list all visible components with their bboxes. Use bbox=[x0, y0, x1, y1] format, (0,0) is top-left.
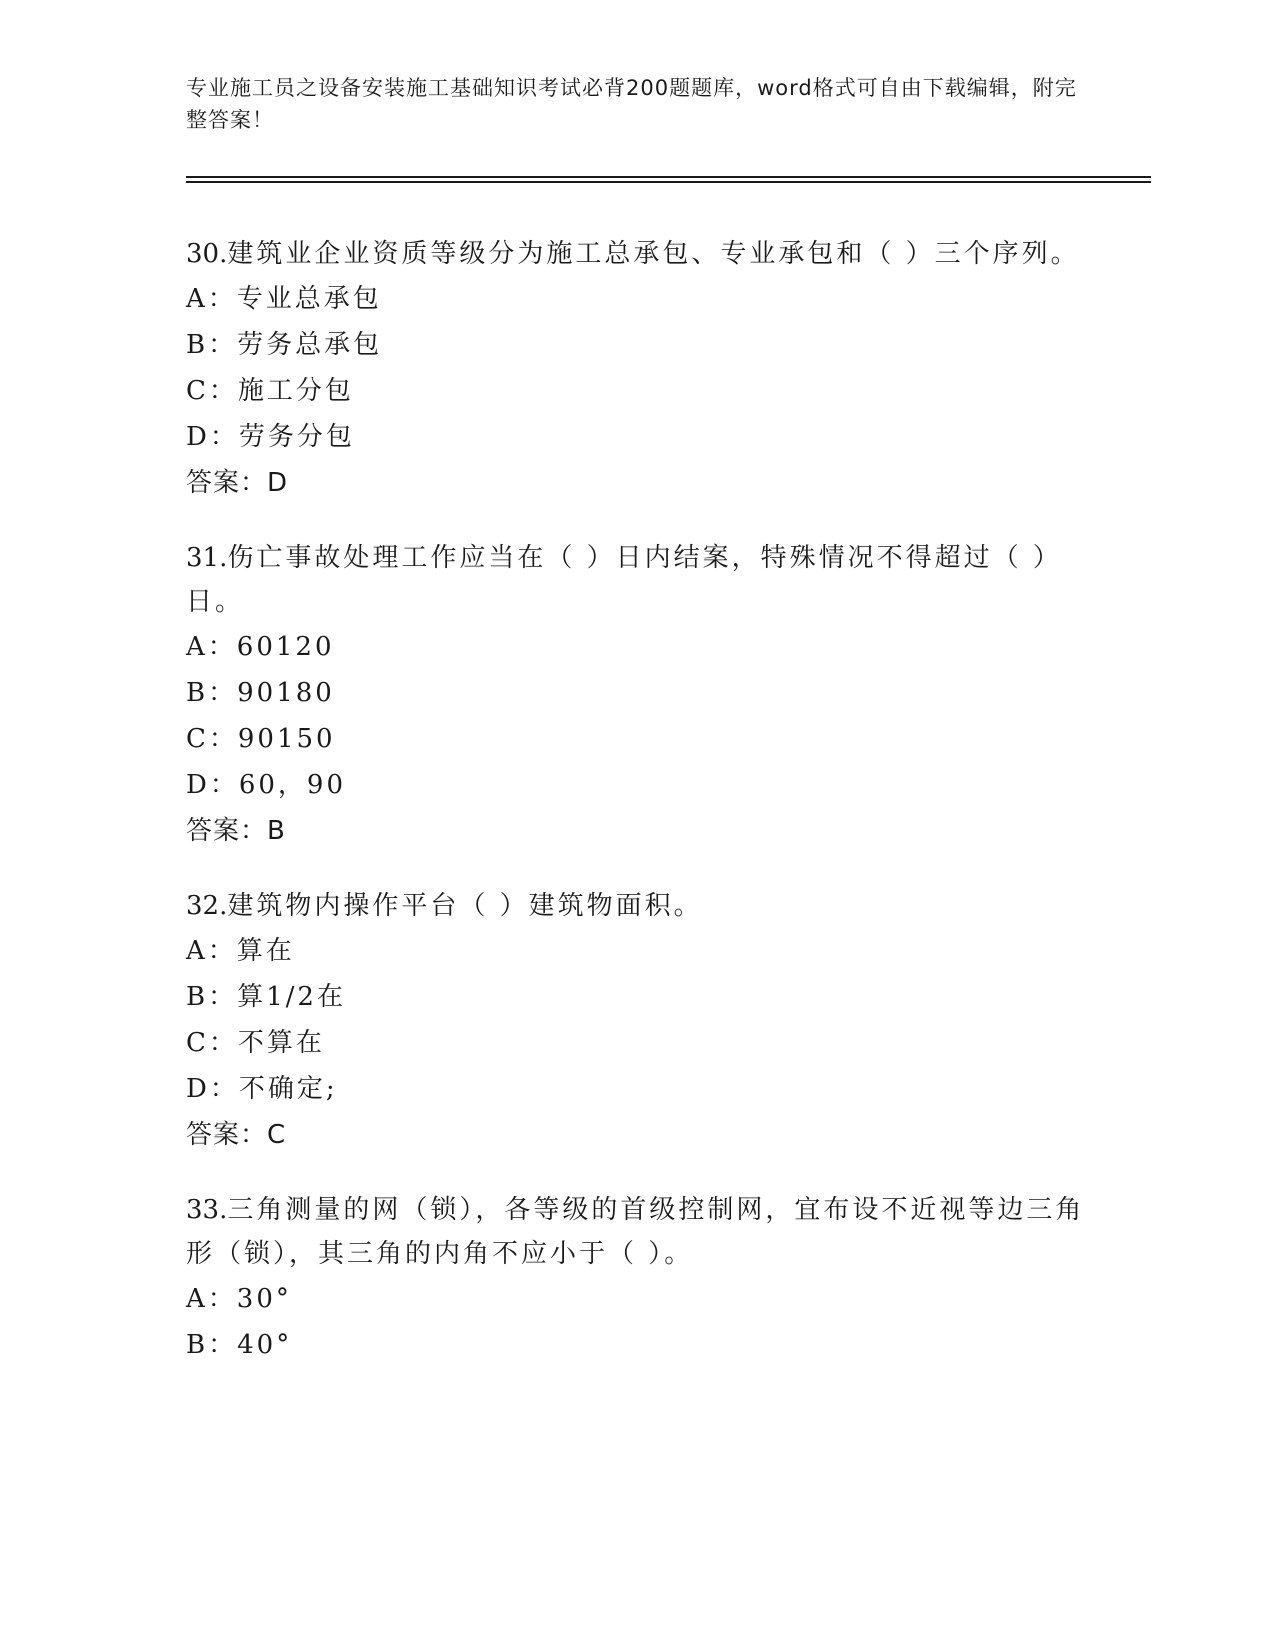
question-31 bbox=[186, 536, 1086, 854]
question-stem: 建筑业企业资质等级分为施工总承包、专业承包和（ ）三个序列。 bbox=[227, 239, 1080, 269]
question-stem: 建筑物内操作平台（ ）建筑物面积。 bbox=[227, 891, 703, 921]
question-number: 31. bbox=[186, 543, 228, 573]
question-stem: 三角测量的网（锁），各等级的首级控制网，宜布设不近视等边三角形（锁），其三角的内角不应小于（ ）。 bbox=[186, 1195, 1085, 1269]
question-text bbox=[186, 1188, 1086, 1276]
option-a: A：专业总承包 bbox=[186, 284, 382, 314]
option-d: D：60，90 bbox=[186, 770, 347, 800]
answer: 答案：D bbox=[186, 468, 289, 498]
option-a: A：算在 bbox=[186, 936, 295, 966]
question-text bbox=[186, 536, 1086, 624]
option-c: C：施工分包 bbox=[186, 376, 354, 406]
option-c: C：不算在 bbox=[186, 1028, 325, 1058]
document-header: 专业施工员之设备安装施工基础知识考试必背200题题库，word格式可自由下载编辑，附完整答案！ bbox=[186, 76, 1077, 132]
option-b: B：劳务总承包 bbox=[186, 330, 383, 360]
question-number: 33. bbox=[186, 1195, 228, 1225]
question-list bbox=[186, 232, 1086, 1398]
option-d: D：劳务分包 bbox=[186, 422, 355, 452]
answer: 答案：C bbox=[186, 1120, 287, 1150]
option-b: B：算1/2在 bbox=[186, 982, 346, 1012]
header-divider-top bbox=[186, 176, 1151, 178]
question-text bbox=[186, 232, 1086, 276]
question-30 bbox=[186, 232, 1086, 506]
option-d: D：不确定; bbox=[186, 1074, 338, 1104]
answer: 答案：B bbox=[186, 816, 286, 846]
question-text bbox=[186, 884, 1086, 928]
question-number: 30. bbox=[186, 239, 228, 269]
option-a: A：30° bbox=[186, 1284, 292, 1314]
option-b: B：40° bbox=[186, 1330, 293, 1360]
question-stem: 伤亡事故处理工作应当在（ ）日内结案，特殊情况不得超过（ ）日。 bbox=[186, 543, 1062, 617]
header-divider-bottom bbox=[186, 181, 1151, 183]
question-32 bbox=[186, 884, 1086, 1158]
option-c: C：90150 bbox=[186, 724, 336, 754]
question-number: 32. bbox=[186, 891, 228, 921]
option-b: B：90180 bbox=[186, 678, 335, 708]
question-33 bbox=[186, 1188, 1086, 1368]
option-a: A：60120 bbox=[186, 632, 335, 662]
